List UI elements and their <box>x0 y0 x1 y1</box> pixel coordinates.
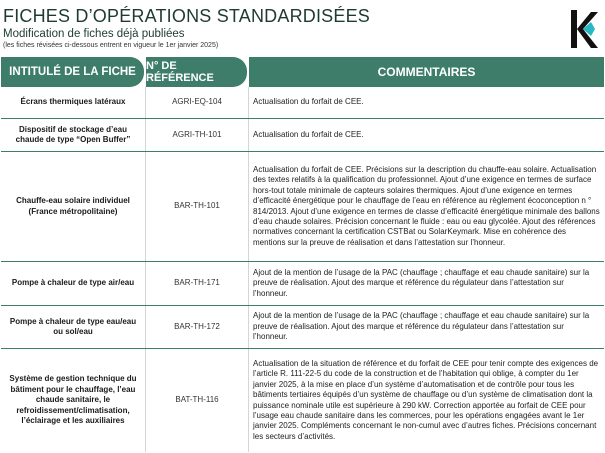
brand-logo-icon <box>569 8 599 50</box>
fiche-reference: BAR-TH-101 <box>146 152 249 261</box>
table-row <box>1 349 604 452</box>
page-title: FICHES D’OPÉRATIONS STANDARDISÉES <box>3 6 370 26</box>
fiche-reference: BAT-TH-116 <box>146 349 249 452</box>
page-subtitle: Modification de fiches déjà publiées <box>3 28 185 40</box>
fiche-reference: BAR-TH-171 <box>146 262 249 305</box>
fiche-title: Système de gestion technique du bâtiment pour le chauffage, l’eau chaude sanitaire, le refroidissement/climatisation, l’éclairage et les auxiliaires <box>1 349 146 452</box>
page-header <box>3 6 563 50</box>
column-header-reference: N° DE RÉFÉRENCE <box>146 57 247 87</box>
table-row <box>1 152 604 262</box>
fiche-title: Écrans thermiques latéraux <box>1 87 146 118</box>
fiche-comment: Ajout de la mention de l’usage de la PAC (chauffage ; chauffage et eau chaude sanitaire) sur la preuve de réalisation. Ajout des marque et référence du régulateur dans l’attestation sur l’honneur. <box>253 311 590 342</box>
fiches-table <box>1 57 604 452</box>
fiche-comment: Actualisation du forfait de CEE. Précisions sur la description du chauffe-eau solaire. Actualisation des textes relatifs à la qualification du professionnel. Ajout d’une exigence en termes de surface hors-tout totale minimale de capteurs solaires thermiques. Ajout d’une exigence en termes d’efficacité énergétique pour le chauffage de l’eau en référence au règlement écoconception n ° 814/2013. Ajout d’une exigence en termes de classe d’efficacité énergétique minimale des ballons d’eau chaude solaires. Précision concernant le fluide : eau ou eau glycolée. Ajout des références normatives concernant la certification CSTBat ou SolarKeymark. Mise en cohérence des mentions sur la preuve de réalisation et dans l’attestation sur l’honneur. <box>253 164 600 247</box>
fiche-title: Chauffe-eau solaire individuel (France métropolitaine) <box>1 152 146 261</box>
column-header-title: INTITULÉ DE LA FICHE <box>1 57 144 87</box>
table-row <box>1 119 604 152</box>
effective-date-note: (les fiches révisées ci-dessous entrent en vigueur le 1er janvier 2025) <box>3 42 219 49</box>
fiche-title: Dispositif de stockage d’eau chaude de type “Open Buffer” <box>1 119 146 151</box>
fiche-title: Pompe à chaleur de type air/eau <box>1 262 146 305</box>
column-header-comments: COMMENTAIRES <box>249 57 604 87</box>
fiche-title: Pompe à chaleur de type eau/eau ou sol/eau <box>1 306 146 348</box>
fiche-reference: BAR-TH-172 <box>146 306 249 348</box>
fiche-comment: Actualisation du forfait de CEE. <box>253 129 364 139</box>
fiche-reference: AGRI-TH-101 <box>146 119 249 151</box>
table-row <box>1 306 604 349</box>
table-row <box>1 262 604 306</box>
table-header <box>1 57 604 87</box>
fiche-reference: AGRI-EQ-104 <box>146 87 249 118</box>
table-row <box>1 87 604 119</box>
fiche-comment: Ajout de la mention de l’usage de la PAC (chauffage ; chauffage et eau chaude sanitaire) sur la preuve de réalisation. Ajout des marque et référence du régulateur dans l’attestation sur l’honneur. <box>253 267 590 298</box>
fiche-comment: Actualisation de la situation de référence et du forfait de CEE pour tenir compte des exigences de l’article R. 111-22-5 du code de la construction et de l’habitation qui oblige, à compter du 1er janvier 2025, à la mise en place d’un système d’automatisation et de contrôle pour tous les bâtiments tertiaires équipés d’un système de chauffage ou d’un système de climatisation dont la puissance nominale utile est supérieure à 290 kW. Correction apportée au forfait de CEE pour l’usage eau chaude sanitaire dans les commerces, pour les opérations engagées avant le 1er janvier 2025. Compléments concernant le non-cumul avec d’autres fiches. Précisions concernant les secteurs d’activités. <box>253 358 599 441</box>
fiche-comment: Actualisation du forfait de CEE. <box>253 97 364 107</box>
